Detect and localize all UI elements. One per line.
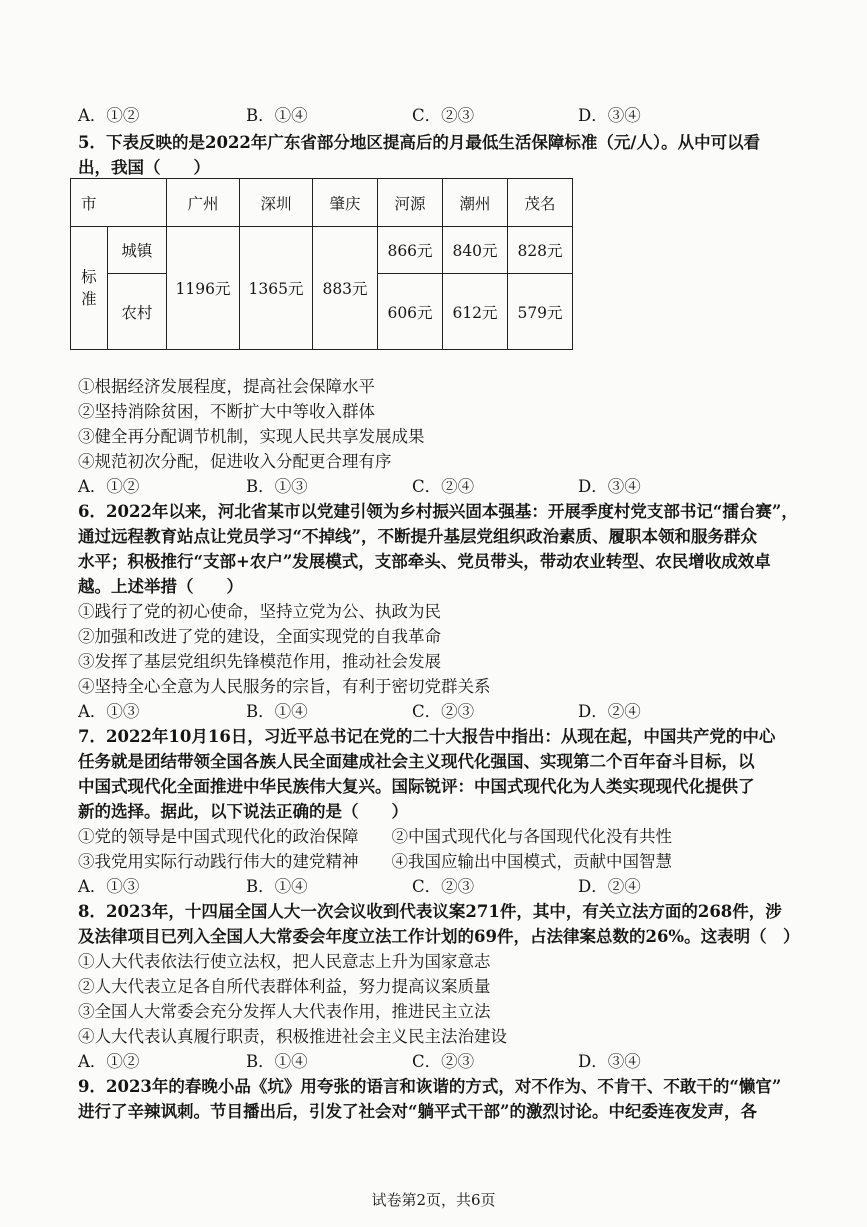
table-row-label-standard: 标 准 [71,227,108,350]
options-row-q6 [78,702,768,722]
table-cell-heyuan-rural: 606元 [378,274,443,350]
option-d[interactable]: D．③④ [578,477,641,496]
q6-item-4: ④坚持全心全意为人民服务的宗旨，有利于密切党群关系 [78,677,491,696]
q5-item-4: ④规范初次分配，促进收入分配更合理有序 [78,452,392,471]
options-row-q8 [78,1052,768,1072]
table-header-zhaoqing: 肇庆 [313,179,378,227]
table-cell-maoming-urban: 828元 [508,227,573,274]
table-cell-chaozhou-rural: 612元 [443,274,508,350]
option-c[interactable]: C．②③ [412,1052,475,1071]
q5-stem-line-2: 出，我国（ ） [78,158,210,177]
option-a[interactable]: A．①② [78,106,140,125]
table-label-rural: 农村 [107,274,166,350]
option-b[interactable]: B．①④ [246,1052,308,1071]
q6-stem-line-4: 越。上述举措（ ） [78,577,243,596]
q5-item-2: ②坚持消除贫困，不断扩大中等收入群体 [78,402,375,421]
q8-stem-line-1: 8．2023年，十四届全国人大一次会议收到代表议案271件，其中，有关立法方面的268件，涉 [78,902,782,921]
table-cell-zhaoqing: 883元 [313,227,378,350]
q9-stem-line-2: 进行了辛辣讽刺。节目播出后，引发了社会对“躺平式干部”的激烈讨论。中纪委连夜发声，各 [78,1102,757,1121]
option-a[interactable]: A．①② [78,1052,140,1071]
options-row-q7 [78,877,768,897]
option-b[interactable]: B．①③ [246,477,308,496]
option-c[interactable]: C．②③ [412,106,475,125]
q9-stem-line-1: 9．2023年的春晚小品《坑》用夸张的语言和诙谐的方式，对不作为、不肯干、不敢干的“懒官” [78,1077,782,1096]
table-cell-heyuan-urban: 866元 [378,227,443,274]
q6-stem-line-3: 水平；积极推行“支部+农户”发展模式，支部牵头、党员带头，带动农业转型、农民增收成效卓 [78,552,771,571]
q6-item-2: ②加强和改进了党的建设，全面实现党的自我革命 [78,627,441,646]
page-footer: 试卷第2页，共6页 [371,1191,496,1209]
option-d[interactable]: D．②④ [578,877,641,896]
option-d[interactable]: D．③④ [578,1052,641,1071]
option-b[interactable]: B．①④ [246,106,308,125]
table-header-maoming: 茂名 [508,179,573,227]
q6-item-3: ③发挥了基层党组织先锋模范作用，推动社会发展 [78,652,441,671]
q8-item-3: ③全国人大常委会充分发挥人大代表作用，推进民主立法 [78,1002,491,1021]
table-cell-maoming-rural: 579元 [508,274,573,350]
q6-stem-line-2: 通过远程教育站点让党员学习“不掉线”，不断提升基层党组织政治素质、履职本领和服务群众 [78,527,757,546]
q5-item-1: ①根据经济发展程度，提高社会保障水平 [78,377,375,396]
q7-stem-line-3: 中国式现代化全面推进中华民族伟大复兴。国际锐评：中国式现代化为人类实现现代化提供了 [78,777,755,796]
q5-stem-line-1: 5．下表反映的是2022年广东省部分地区提高后的月最低生活保障标准（元/人）。从中可以看 [78,133,761,152]
q8-item-4: ④人大代表认真履行职责，积极推进社会主义民主法治建设 [78,1027,507,1046]
q7-stem-line-1: 7．2022年10月16日，习近平总书记在党的二十大报告中指出：从现在起，中国共产党的中心 [78,727,776,746]
option-c[interactable]: C．②③ [412,877,475,896]
q8-item-2: ②人大代表立足各自所代表群体利益，努力提高议案质量 [78,977,491,996]
table-cell-shenzhen: 1365元 [240,227,313,350]
options-row-q5 [78,477,768,497]
table-label-urban: 城镇 [107,227,166,274]
option-a[interactable]: A．①② [78,477,140,496]
q6-stem-line-1: 6．2022年以来，河北省某市以党建引领为乡村振兴固本强基：开展季度村党支部书记“擂台赛”， [78,502,798,521]
option-b[interactable]: B．①④ [246,877,308,896]
minimum-living-standard-table [70,178,573,350]
option-b[interactable]: B．①④ [246,702,308,721]
table-cell-chaozhou-urban: 840元 [443,227,508,274]
options-row-q4 [78,106,768,126]
option-a[interactable]: A．①③ [78,877,140,896]
table-cell-guangzhou: 1196元 [167,227,240,350]
option-d[interactable]: D．③④ [578,106,641,125]
table-header-chaozhou: 潮州 [443,179,508,227]
q6-item-1: ①践行了党的初心使命，坚持立党为公、执政为民 [78,602,441,621]
q7-stem-line-2: 任务就是团结带领全国各族人民全面建成社会主义现代化强国、实现第二个百年奋斗目标，以 [78,752,755,771]
option-c[interactable]: C．②③ [412,702,475,721]
q8-item-1: ①人大代表依法行使立法权，把人民意志上升为国家意志 [78,952,491,971]
q8-stem-line-2: 及法律项目已列入全国人大常委会年度立法工作计划的69件，占法律案总数的26%。这表明（ ） [78,927,800,946]
table-header-city: 市 [71,179,167,227]
q7-item-3-4: ③我党用实际行动践行伟大的建党精神 ④我国应输出中国模式，贡献中国智慧 [78,852,672,871]
table-header-heyuan: 河源 [378,179,443,227]
q7-item-1-2: ①党的领导是中国式现代化的政治保障 ②中国式现代化与各国现代化没有共性 [78,827,672,846]
q5-item-3: ③健全再分配调节机制，实现人民共享发展成果 [78,427,425,446]
q7-stem-line-4: 新的选择。据此，以下说法正确的是（ ） [78,802,408,821]
table-header-guangzhou: 广州 [167,179,240,227]
option-c[interactable]: C．②④ [412,477,475,496]
table-header-shenzhen: 深圳 [240,179,313,227]
option-d[interactable]: D．②④ [578,702,641,721]
option-a[interactable]: A．①③ [78,702,140,721]
